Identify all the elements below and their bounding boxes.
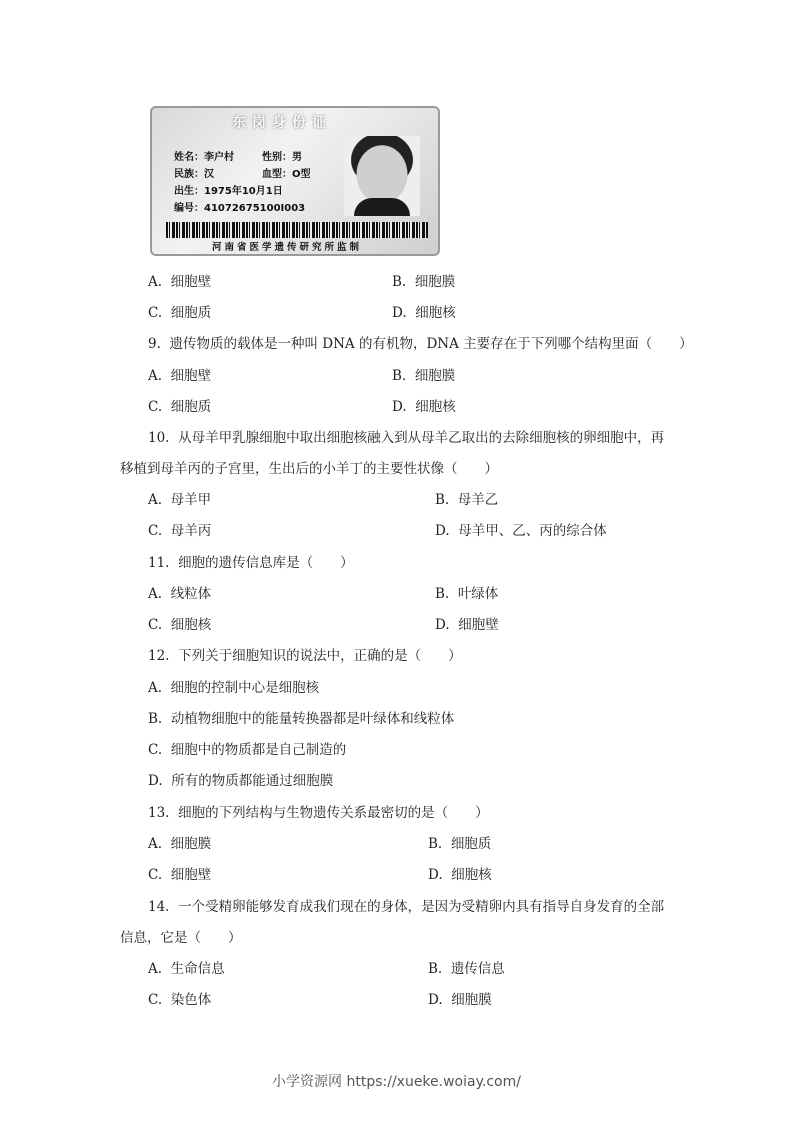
q12-option-a — [148, 676, 319, 696]
q13-option-a — [148, 832, 211, 852]
option-text: 细胞壁 — [458, 617, 499, 633]
option-text: 细胞的控制中心是细胞核 — [170, 680, 320, 696]
q13-option-d — [428, 863, 492, 883]
q8-option-a — [148, 270, 211, 290]
option-key: D. — [428, 992, 443, 1008]
option-text: 母羊甲 — [170, 492, 212, 508]
option-key: C. — [148, 399, 163, 415]
option-text: 细胞核 — [415, 305, 456, 321]
option-text: 母羊甲、乙、丙的综合体 — [458, 523, 607, 539]
option-text: 细胞壁 — [170, 368, 212, 384]
q12-stem — [148, 644, 462, 664]
q9-option-b — [392, 364, 455, 384]
option-text: 细胞中的物质都是自己制造的 — [170, 742, 347, 758]
option-key: D. — [435, 617, 450, 633]
question-number: 13. — [148, 805, 170, 821]
question-number: 12. — [148, 648, 170, 664]
option-text: 细胞质 — [170, 305, 212, 321]
question-number: 11. — [148, 555, 170, 571]
option-key: D. — [392, 399, 407, 415]
q14-option-d — [428, 988, 492, 1008]
id-card-barcode — [166, 222, 428, 238]
option-text: 线粒体 — [170, 586, 212, 602]
option-text: 细胞质 — [170, 399, 212, 415]
option-key: B. — [428, 961, 443, 977]
id-card-name: 姓名：李户村 — [174, 152, 234, 163]
q13-option-c — [148, 863, 211, 883]
option-text: 细胞核 — [451, 867, 492, 883]
q9-stem — [148, 332, 693, 352]
option-text: 母羊丙 — [170, 523, 212, 539]
q11-option-d — [435, 613, 499, 633]
option-key: D. — [392, 305, 407, 321]
option-key: A. — [148, 368, 163, 384]
option-key: B. — [392, 368, 407, 384]
id-card-title: 东岗身份证 — [232, 115, 332, 131]
option-key: C. — [148, 742, 163, 758]
q10-option-c — [148, 519, 211, 539]
q14-option-a — [148, 957, 225, 977]
option-key: A. — [148, 492, 163, 508]
option-key: A. — [148, 961, 163, 977]
q9-option-d — [392, 395, 456, 415]
q14-stem-line2: 信息，它是（ ） — [120, 930, 242, 946]
id-card-photo — [344, 136, 420, 216]
q10-option-a — [148, 488, 211, 508]
option-text: 所有的物质都能通过细胞膜 — [171, 773, 334, 789]
option-text: 细胞壁 — [170, 274, 212, 290]
option-key: C. — [148, 305, 163, 321]
option-text: 染色体 — [170, 992, 212, 1008]
option-key: B. — [435, 492, 450, 508]
q9-option-c — [148, 395, 211, 415]
q11-option-c — [148, 613, 211, 633]
question-text: 遗传物质的载体是一种叫 DNA 的有机物，DNA 主要存在于下列哪个结构里面（ ） — [169, 336, 693, 352]
q14-option-c — [148, 988, 211, 1008]
id-card-birth: 出生：1975年10月1日 — [174, 186, 283, 197]
question-number: 10. — [148, 430, 170, 446]
option-text: 细胞壁 — [170, 867, 212, 883]
option-key: A. — [148, 680, 163, 696]
question-text: 细胞的下列结构与生物遗传关系最密切的是（ ） — [178, 805, 489, 821]
id-card-ethnicity: 民族：汉 — [174, 169, 214, 180]
q10-option-b — [435, 488, 498, 508]
question-number: 9. — [148, 336, 161, 352]
question-text: 从母羊甲乳腺细胞中取出细胞核融入到从母羊乙取出的去除细胞核的卵细胞中，再 — [178, 430, 665, 446]
id-card-image — [150, 106, 440, 256]
q10-option-d — [435, 519, 607, 539]
q10-stem-line2: 移植到母羊丙的子宫里，生出后的小羊丁的主要性状像（ ） — [120, 461, 498, 477]
option-text: 动植物细胞中的能量转换器都是叶绿体和线粒体 — [170, 711, 455, 727]
option-text: 叶绿体 — [457, 586, 499, 602]
option-key: C. — [148, 523, 163, 539]
option-key: C. — [148, 867, 163, 883]
option-text: 细胞膜 — [451, 992, 492, 1008]
option-text: 细胞核 — [170, 617, 212, 633]
q14-stem-line1 — [148, 895, 664, 915]
id-card-sex: 性别：男 — [262, 152, 302, 163]
q12-option-d — [148, 769, 333, 789]
option-key: A. — [148, 586, 163, 602]
q11-option-a — [148, 582, 211, 602]
option-text: 细胞膜 — [170, 836, 212, 852]
option-key: B. — [392, 274, 407, 290]
option-text: 细胞膜 — [414, 274, 456, 290]
option-key: B. — [148, 711, 163, 727]
q11-option-b — [435, 582, 498, 602]
q11-stem — [148, 551, 354, 571]
id-card-issuer: 河南省医学遗传研究所监制 — [212, 242, 363, 253]
option-key: B. — [428, 836, 443, 852]
q12-option-c — [148, 738, 346, 758]
q12-option-b — [148, 707, 454, 727]
option-text: 细胞核 — [415, 399, 456, 415]
option-text: 细胞膜 — [414, 368, 456, 384]
q8-option-b — [392, 270, 455, 290]
question-number: 14. — [148, 899, 170, 915]
footer-watermark: 小学资源网 https://xueke.woiay.com/ — [272, 1074, 521, 1090]
option-key: A. — [148, 836, 163, 852]
option-key: C. — [148, 617, 163, 633]
q14-option-b — [428, 957, 505, 977]
id-card-number: 编号：41072675100I003 — [174, 203, 306, 214]
q13-option-b — [428, 832, 491, 852]
q8-option-c — [148, 301, 211, 321]
question-text: 下列关于细胞知识的说法中，正确的是（ ） — [178, 648, 462, 664]
option-key: D. — [148, 773, 163, 789]
q10-stem-line1 — [148, 426, 664, 446]
option-key: D. — [435, 523, 450, 539]
question-text: 细胞的遗传信息库是（ ） — [178, 555, 354, 571]
q13-stem — [148, 801, 489, 821]
option-text: 生命信息 — [170, 961, 225, 977]
option-text: 细胞质 — [450, 836, 492, 852]
id-card-blood-type: 血型：O型 — [262, 169, 311, 180]
option-key: B. — [435, 586, 450, 602]
option-text: 遗传信息 — [450, 961, 505, 977]
option-text: 母羊乙 — [457, 492, 499, 508]
option-key: D. — [428, 867, 443, 883]
q9-option-a — [148, 364, 211, 384]
question-text: 一个受精卵能够发育成我们现在的身体，是因为受精卵内具有指导自身发育的全部 — [178, 899, 665, 915]
option-key: C. — [148, 992, 163, 1008]
option-key: A. — [148, 274, 163, 290]
q8-option-d — [392, 301, 456, 321]
